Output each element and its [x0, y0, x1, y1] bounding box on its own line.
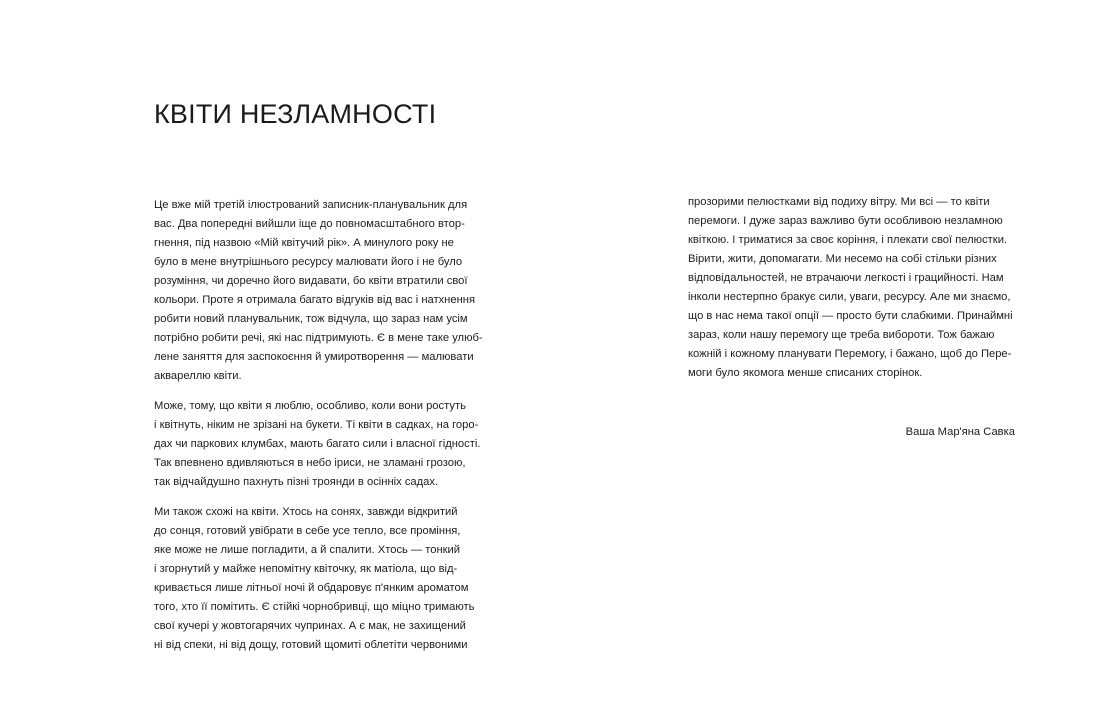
text-line: потрібно робити речі, які нас підтримують. Є в мене таке улюб- — [154, 332, 483, 344]
text-line: аквареллю квіти. — [154, 370, 242, 382]
left-text-column — [154, 196, 486, 666]
text-line: ні від спеки, ні від дощу, готовий щомиті облетіти червоними — [154, 639, 468, 651]
text-line: свої кучері у жовтогарячих чупринах. А є мак, не захищений — [154, 620, 466, 632]
text-line: так відчайдушно пахнуть пізні троянди в осінніх садах. — [154, 476, 439, 488]
text-line: Може, тому, що квіти я люблю, особливо, коли вони ростуть — [154, 400, 466, 412]
right-text-column — [688, 193, 1020, 394]
text-line: прозорими пелюстками від подиху вітру. Ми всі — то квіти — [688, 196, 990, 208]
paragraph — [154, 503, 486, 655]
text-line: що в нас нема такої опції — просто бути слабкими. Принаймні — [688, 310, 1013, 322]
text-line: робити новий планувальник, тож відчула, що зараз нам усім — [154, 313, 468, 325]
text-line: кривається лише літньої ночі й обдаровує п'янким ароматом — [154, 582, 469, 594]
text-line: лене заняття для заспокоєння й умиротворення — малювати — [154, 351, 474, 363]
text-line: квіткою. І триматися за своє коріння, і плекати свої пелюстки. — [688, 234, 1008, 246]
text-line: того, хто її помітить. Є стійкі чорнобривці, що міцно тримають — [154, 601, 475, 613]
text-line: і згорнутий у майже непомітну квіточку, як матіола, що від- — [154, 563, 458, 575]
paragraph — [154, 397, 486, 492]
text-line: Так впевнено вдивляються в небо іриси, не зламані грозою, — [154, 457, 466, 469]
text-line: інколи нестерпно бракує сили, уваги, ресурсу. Але ми знаємо, — [688, 291, 1011, 303]
text-line: зараз, коли нашу перемогу ще треба вибороти. Тож бажаю — [688, 329, 995, 341]
text-line: перемоги. І дуже зараз важливо бути особливою незламною — [688, 215, 1003, 227]
text-line: дах чи паркових клумбах, мають багато сили і власної гідності. — [154, 438, 481, 450]
text-line: відповідальностей, не втрачаючи легкості і грацийності. Нам — [688, 272, 1004, 284]
text-line: моги було якомога менше списаних сторінок. — [688, 367, 923, 379]
text-line: до сонця, готовий увібрати в себе усе тепло, все проміння, — [154, 525, 461, 537]
text-line: Ми також схожі на квіти. Хтось на сонях, завжди відкритий — [154, 506, 458, 518]
text-line: яке може не лише погладити, а й спалити. Хтось — тонкий — [154, 544, 461, 556]
text-line: Вірити, жити, допомагати. Ми несемо на собі стільки різних — [688, 253, 997, 265]
text-line: і квітнуть, ніким не зрізані на букети. Ті квіти в садках, на горо- — [154, 419, 479, 431]
text-line: було в мене внутрішнього ресурсу малювати його і не було — [154, 256, 463, 268]
author-signature: Ваша Мар'яна Савка — [905, 426, 1015, 438]
text-line: Це вже мій третій ілюстрований записник-планувальник для — [154, 199, 468, 211]
text-line: вас. Два попередні вийшли іще до повномасштабного втор- — [154, 218, 465, 230]
page-title: КВІТИ НЕЗЛАМНОСТІ — [154, 99, 437, 129]
text-line: гнення, під назвою «Мій квітучий рік». А минулого року не — [154, 237, 454, 249]
text-line: кольори. Проте я отримала багато відгуків від вас і натхнення — [154, 294, 475, 306]
paragraph — [154, 196, 486, 386]
text-line: розуміння, чи доречно його видавати, бо квіти втратили свої — [154, 275, 468, 287]
paragraph — [688, 193, 1020, 383]
text-line: кожній і кожному планувати Перемогу, і бажано, щоб до Пере- — [688, 348, 1012, 360]
